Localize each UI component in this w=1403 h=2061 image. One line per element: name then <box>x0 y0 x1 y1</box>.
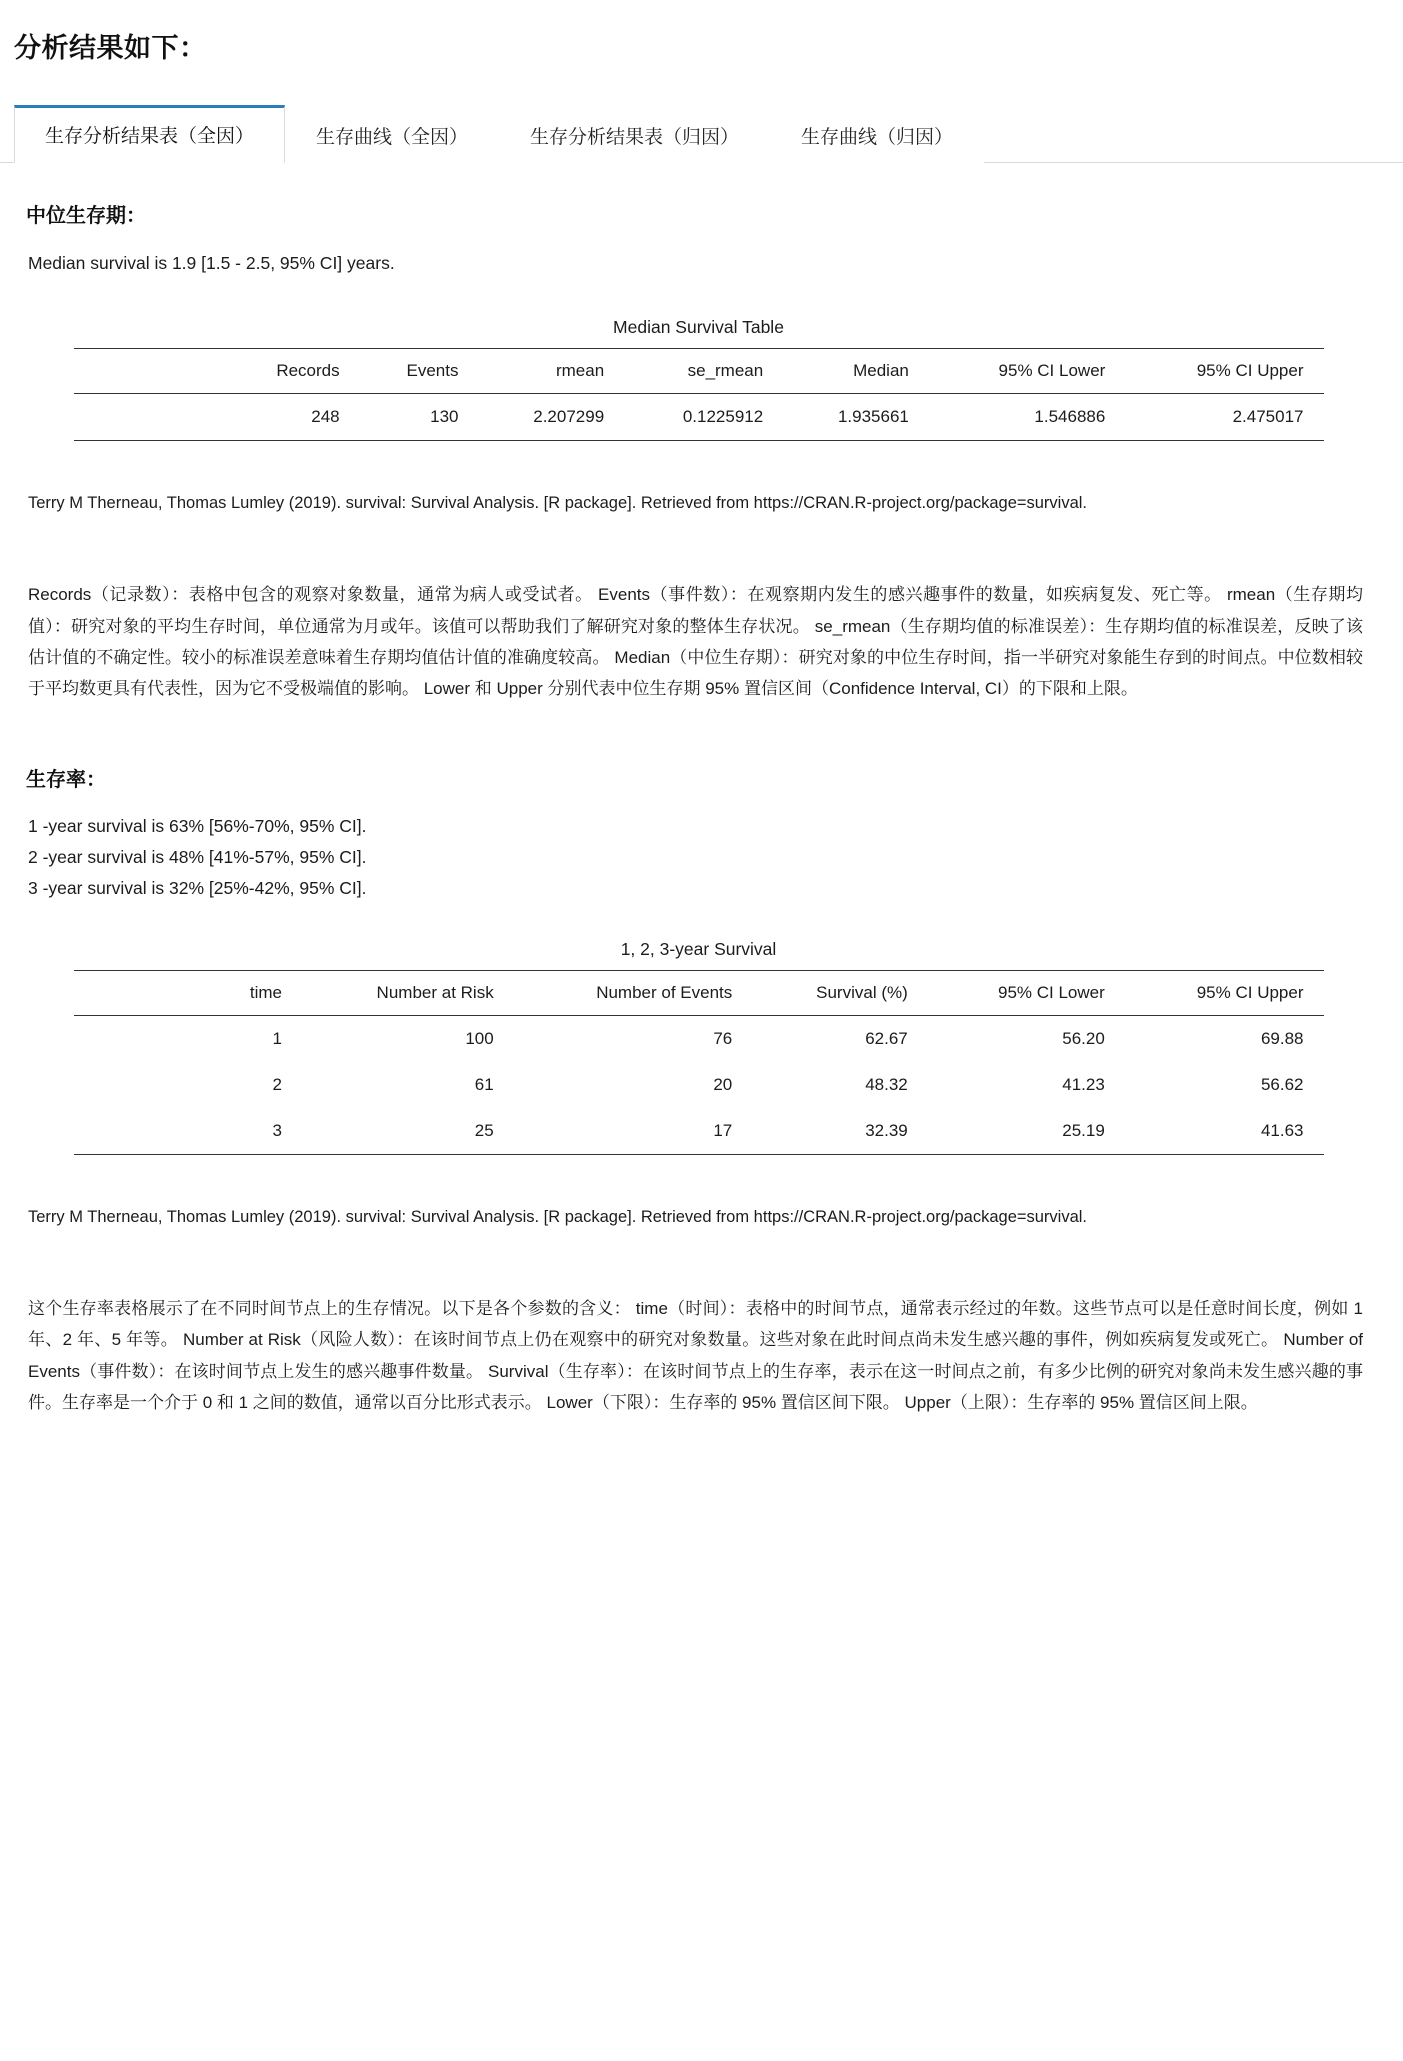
cell-ci-lower: 1.546886 <box>925 394 1121 441</box>
median-survival-heading: 中位生存期： <box>26 205 146 227</box>
column-header-records: Records <box>74 349 356 394</box>
median-survival-table-wrap <box>74 317 1324 441</box>
cell-records: 248 <box>74 394 356 441</box>
median-survival-summary: Median survival is 1.9 [1.5 - 2.5, 95% CI] years. <box>28 253 395 273</box>
column-header-ci-upper: 95% CI Upper <box>1121 349 1323 394</box>
column-header-number-of-events: Number of Events <box>510 970 749 1015</box>
tab-survival-table-all-cause[interactable]: 生存分析结果表（全因） <box>14 105 285 163</box>
cell-se-rmean: 0.1225912 <box>620 394 779 441</box>
median-survival-citation: Terry M Therneau, Thomas Lumley (2019). survival: Survival Analysis. [R package]. Retrieved from https://CRAN.R-project.org/package=survival. <box>28 494 1088 513</box>
cell-events: 130 <box>356 394 475 441</box>
survival-rate-line-1: 1 -year survival is 63% [56%-70%, 95% CI]. <box>28 815 367 836</box>
column-header-ci-upper: 95% CI Upper <box>1121 970 1324 1015</box>
column-header-survival-pct: Survival (%) <box>748 970 924 1015</box>
tab-survival-table-attributable[interactable]: 生存分析结果表（归因） <box>499 108 770 163</box>
tab-panel-survival-table-all-cause <box>0 199 1403 1419</box>
survival-rate-table <box>74 939 1324 1155</box>
cell-survival-pct: 32.39 <box>748 1108 924 1155</box>
survival-rate-citation: Terry M Therneau, Thomas Lumley (2019). survival: Survival Analysis. [R package]. Retrieved from https://CRAN.R-project.org/package=survival. <box>28 1207 1088 1226</box>
survival-rate-heading: 生存率： <box>26 768 106 791</box>
median-survival-table <box>74 317 1324 441</box>
median-survival-explanation: Records（记录数）：表格中包含的观察对象数量，通常为病人或受试者。 Events（事件数）：在观察期内发生的感兴趣事件的数量，如疾病复发、死亡等。 rmean（生存期均值）：研究对象的平均生存时间，单位通常为月或年。该值可以帮助我们了解研究对象的整体生存状况。 se_rmean（生存期均值的标准误差）：生存期均值的标准误差，反映了该估计值的不确定性。较小的标准误差意味着生存期均值估计值的准确度较高。 Median（中位生存期）：研究对象的中位生存时间，指一半研究对象能生存到的时间点。中位数相较于平均数更具有代表性，因为它不受极端值的影响。 Lower 和 Upper 分别代表中位生存期 95% 置信区间（Confidence Interval, CI）的下限和上限。 <box>28 585 1363 699</box>
column-header-rmean: rmean <box>475 349 621 394</box>
median-survival-table-caption: Median Survival Table <box>613 317 784 338</box>
cell-time: 3 <box>74 1108 298 1155</box>
cell-survival-pct: 48.32 <box>865 1074 908 1094</box>
cell-number-of-events: 20 <box>713 1074 733 1094</box>
column-header-events: Events <box>356 349 475 394</box>
tab-bar <box>0 111 1403 163</box>
column-header-median: Median <box>779 349 925 394</box>
page-title: 分析结果如下： <box>14 33 207 63</box>
column-header-time: time <box>74 970 298 1015</box>
cell-time: 2 <box>272 1074 282 1094</box>
cell-ci-upper: 69.88 <box>1260 1028 1304 1048</box>
cell-number-at-risk: 61 <box>474 1074 494 1094</box>
survival-rate-line-2: 2 -year survival is 48% [41%-57%, 95% CI]. <box>28 846 367 867</box>
cell-ci-upper: 41.63 <box>1121 1108 1324 1155</box>
table-header-row <box>74 349 1324 394</box>
survival-rate-table-caption: 1, 2, 3-year Survival <box>620 938 777 959</box>
table-row <box>74 394 1324 441</box>
cell-number-at-risk: 100 <box>465 1028 494 1048</box>
cell-time: 1 <box>272 1028 282 1048</box>
cell-ci-lower: 25.19 <box>924 1108 1121 1155</box>
cell-ci-upper: 2.475017 <box>1121 394 1323 441</box>
cell-survival-pct: 62.67 <box>865 1028 908 1048</box>
cell-ci-upper: 56.62 <box>1260 1074 1304 1094</box>
table-row <box>74 1015 1324 1062</box>
tab-survival-curve-all-cause[interactable]: 生存曲线（全因） <box>285 108 499 163</box>
cell-number-of-events: 17 <box>510 1108 749 1155</box>
table-row <box>74 1062 1324 1108</box>
survival-rate-explanation: 这个生存率表格展示了在不同时间节点上的生存情况。以下是各个参数的含义： time（时间）：表格中的时间节点，通常表示经过的年数。这些节点可以是任意时间长度，例如 1 年、2 年、5 年等。 Number at Risk（风险人数）：在该时间节点上仍在观察中的研究对象数量。这些对象在此时间点尚未发生感兴趣的事件，例如疾病复发或死亡。 Number of Events（事件数）：在该时间节点上发生的感兴趣事件数量。 Survival（生存率）：在该时间节点上的生存率，表示在这一时间点之前，有多少比例的研究对象尚未发生感兴趣的事件。生存率是一个介于 0 和 1 之间的数值，通常以百分比形式表示。 Lower（下限）：生存率的 95% 置信区间下限。 Upper（上限）：生存率的 95% 置信区间上限。 <box>28 1298 1363 1413</box>
tab-survival-curve-attributable[interactable]: 生存曲线（归因） <box>770 108 984 163</box>
column-header-ci-lower: 95% CI Lower <box>924 970 1121 1015</box>
column-header-ci-lower: 95% CI Lower <box>925 349 1121 394</box>
survival-rate-line-3: 3 -year survival is 32% [25%-42%, 95% CI]. <box>28 877 367 898</box>
column-header-se-rmean: se_rmean <box>620 349 779 394</box>
cell-median: 1.935661 <box>779 394 925 441</box>
cell-ci-lower: 41.23 <box>1062 1074 1105 1094</box>
cell-rmean: 2.207299 <box>475 394 621 441</box>
cell-number-of-events: 76 <box>713 1028 733 1048</box>
table-header-row <box>74 970 1324 1015</box>
column-header-number-at-risk: Number at Risk <box>298 970 510 1015</box>
survival-rate-table-wrap <box>74 939 1324 1155</box>
cell-number-at-risk: 25 <box>298 1108 510 1155</box>
cell-ci-lower: 56.20 <box>1062 1028 1105 1048</box>
table-row <box>74 1108 1324 1155</box>
